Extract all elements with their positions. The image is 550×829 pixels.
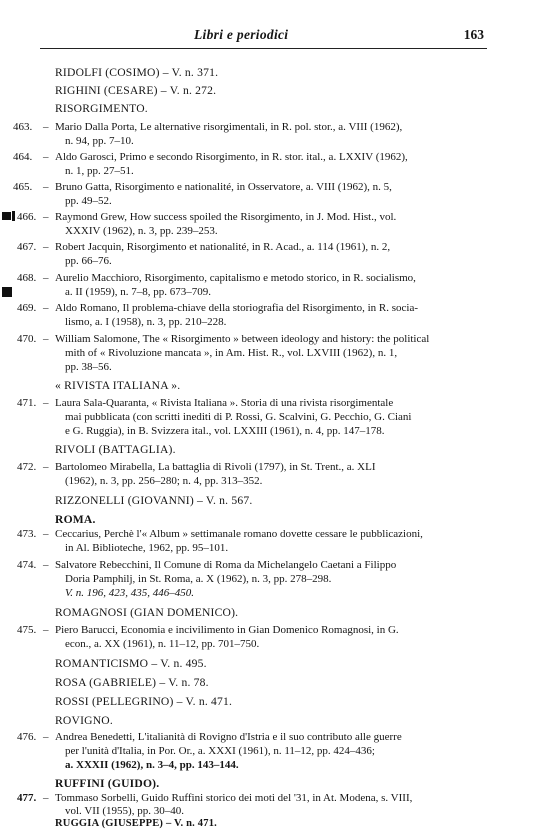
entry-line: XXXIV (1962), n. 3, pp. 239–253.	[65, 225, 218, 237]
entry-number: 477.	[17, 792, 37, 804]
subject-heading-rossi: ROSSI (PELLEGRINO) – V. n. 471.	[55, 695, 233, 708]
entry-line: Aldo Romano, Il problema-chiave della storiografia del Risorgimento, in R. socia-	[55, 302, 419, 314]
entry-line: Aldo Garosci, Primo e secondo Risorgimento, in R. stor. ital., a. LXXIV (1962),	[55, 151, 408, 163]
subject-heading-rovigno: ROVIGNO.	[55, 714, 113, 727]
subject-heading-rivoli: RIVOLI (BATTAGLIA).	[55, 443, 176, 456]
entry-dash: –	[43, 121, 49, 133]
entry-line: mai pubblicata (con scritti inediti di P. Rossi, G. Scalvini, G. Pecchio, G. Ciani	[65, 411, 412, 423]
entry-dash: –	[43, 272, 49, 284]
subject-heading-ruggia: RUGGIA (GIUSEPPE) – V. n. 471.	[55, 818, 217, 829]
entry-line: Andrea Benedetti, L'italianità di Rovigno d'Istria e il suo contributo alle guerre	[55, 731, 402, 743]
entry-dash: –	[43, 181, 49, 193]
entry-line: pp. 66–76.	[65, 255, 112, 267]
entry-dash: –	[43, 559, 49, 571]
entry-number: 473.	[17, 528, 37, 540]
margin-mark	[2, 287, 12, 297]
subject-heading-roma: ROMA.	[55, 513, 96, 526]
entry-dash: –	[43, 211, 49, 223]
entry-line: Bruno Gatta, Risorgimento e nationalité, in Osservatore, a. VIII (1962), n. 5,	[55, 181, 392, 193]
entry-number: 469.	[17, 302, 37, 314]
entry-line: Piero Barucci, Economia e incivilimento in Gian Domenico Romagnosi, in G.	[55, 624, 399, 636]
entry-number: 465.	[13, 181, 33, 193]
subject-heading-righini: RIGHINI (CESARE) – V. n. 272.	[55, 84, 217, 97]
entry-line: (1962), n. 3, pp. 256–280; n. 4, pp. 313–352.	[65, 475, 263, 487]
entry-line: Tommaso Sorbelli, Guido Ruffini storico dei moti del '31, in At. Modena, s. VIII,	[55, 792, 413, 804]
entry-line: Robert Jacquin, Risorgimento et nationalité, in R. Acad., a. 114 (1961), n. 2,	[55, 241, 391, 253]
page-number: 163	[463, 27, 484, 42]
entry-line: lismo, a. I (1958), n. 3, pp. 210–228.	[65, 316, 227, 328]
margin-mark	[12, 211, 15, 221]
entry-line: n. 1, pp. 27–51.	[65, 165, 134, 177]
entry-line: pp. 49–52.	[65, 195, 112, 207]
entry-dash: –	[43, 302, 49, 314]
subject-heading-ruffini: RUFFINI (GUIDO).	[55, 777, 160, 790]
entry-line: in Al. Biblioteche, 1962, pp. 95–101.	[65, 542, 229, 554]
entry-number: 466.	[17, 211, 37, 223]
entry-line: Bartolomeo Mirabella, La battaglia di Rivoli (1797), in St. Trent., a. XLI	[55, 461, 376, 473]
entry-line: a. II (1959), n. 7–8, pp. 673–709.	[65, 286, 212, 298]
entry-line: econ., a. XX (1961), n. 11–12, pp. 701–750.	[65, 638, 260, 650]
entry-line: pp. 38–56.	[65, 361, 112, 373]
entry-dash: –	[43, 792, 49, 804]
entry-dash: –	[43, 151, 49, 163]
entry-line: Ceccarius, Perchè l'« Album » settimanale romano dovette cessare le pubblicazioni,	[55, 528, 423, 540]
subject-heading-rosa: ROSA (GABRIELE) – V. n. 78.	[55, 676, 209, 689]
entry-number: 467.	[17, 241, 37, 253]
subject-heading-ridolfi: RIDOLFI (COSIMO) – V. n. 371.	[55, 66, 219, 79]
entry-line: Doria Pamphilj, in St. Roma, a. X (1962), n. 3, pp. 278–298.	[65, 573, 332, 585]
subject-heading-rizzonelli: RIZZONELLI (GIOVANNI) – V. n. 567.	[55, 494, 253, 507]
entry-line: e G. Ruggia), in B. Svizzera ital., vol. LXXIII (1961), n. 4, pp. 147–178.	[65, 425, 385, 437]
entry-dash: –	[43, 397, 49, 409]
entry-number: 472.	[17, 461, 37, 473]
subject-heading-romanticismo: ROMANTICISMO – V. n. 495.	[55, 657, 207, 670]
entry-line: mith of « Rivoluzione mancata », in Am. Hist. R., vol. LXVIII (1962), n. 1,	[65, 347, 398, 359]
entry-line: per l'unità d'Italia, in Por. Or., a. XXXI (1961), n. 11–12, pp. 424–436;	[65, 745, 375, 757]
entry-line: n. 94, pp. 7–10.	[65, 135, 134, 147]
running-head: Libri e periodici	[194, 27, 289, 42]
entry-line: Laura Sala-Quaranta, « Rivista Italiana ». Storia di una rivista risorgimentale	[55, 397, 394, 409]
entry-line: William Salomone, The « Risorgimento » between ideology and history: the political	[55, 333, 430, 345]
cross-reference: V. n. 196, 423, 435, 446–450.	[65, 587, 195, 599]
entry-dash: –	[43, 528, 49, 540]
entry-dash: –	[43, 241, 49, 253]
entry-line: Salvatore Rebecchini, Il Comune di Roma da Michelangelo Caetani a Filippo	[55, 559, 397, 571]
subject-heading-rivista-italiana: « RIVISTA ITALIANA ».	[55, 379, 181, 392]
entry-number: 476.	[17, 731, 37, 743]
entry-number: 471.	[17, 397, 37, 409]
entry-number: 468.	[17, 272, 37, 284]
entry-number: 474.	[17, 559, 37, 571]
entry-number: 470.	[17, 333, 37, 345]
margin-mark	[2, 212, 11, 220]
entry-dash: –	[43, 731, 49, 743]
entry-dash: –	[43, 624, 49, 636]
entry-dash: –	[43, 461, 49, 473]
entry-line: Aurelio Macchioro, Risorgimento, capitalismo e metodo storico, in R. socialismo,	[55, 272, 416, 284]
entry-line: Raymond Grew, How success spoiled the Risorgimento, in J. Mod. Hist., vol.	[55, 211, 397, 223]
subject-heading-romagnosi: ROMAGNOSI (GIAN DOMENICO).	[55, 606, 239, 619]
entry-dash: –	[43, 333, 49, 345]
entry-number: 463.	[13, 121, 33, 133]
entry-line: Mario Dalla Porta, Le alternative risorgimentali, in R. pol. stor., a. VIII (1962),	[55, 121, 403, 133]
entry-line: vol. VII (1955), pp. 30–40.	[65, 805, 184, 817]
entry-number: 464.	[13, 151, 33, 163]
entry-number: 475.	[17, 624, 37, 636]
entry-line: a. XXXII (1962), n. 3–4, pp. 143–144.	[65, 759, 239, 771]
subject-heading-risorgimento: RISORGIMENTO.	[55, 102, 148, 115]
